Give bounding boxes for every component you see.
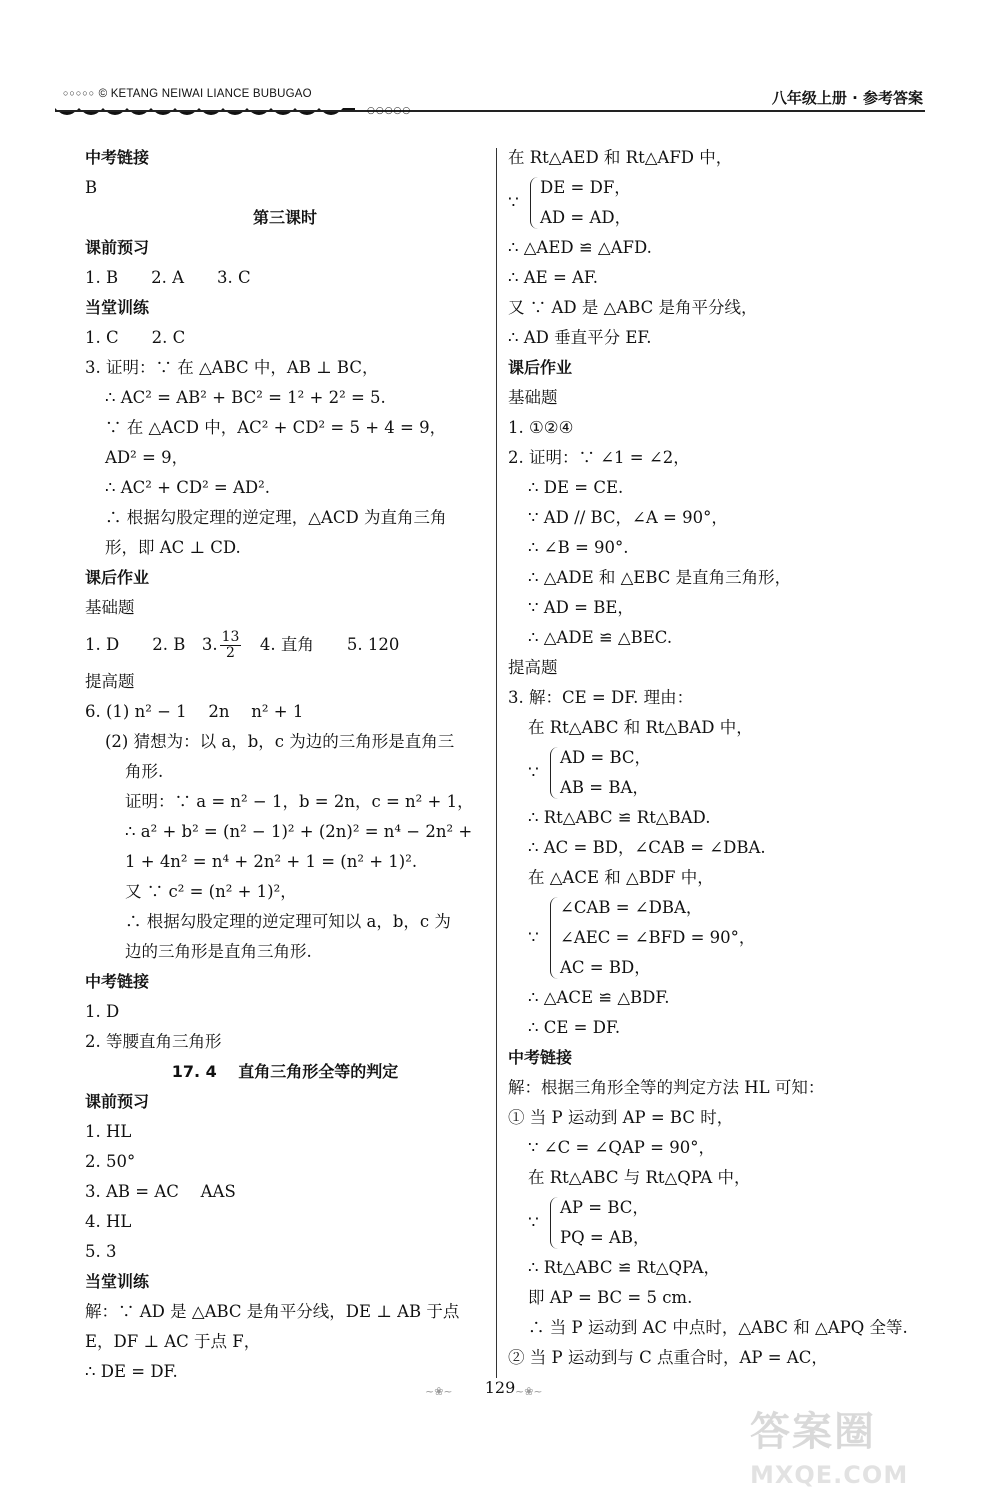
text-line: ① 当 P 运动到 AP = BC 时， — [508, 1108, 734, 1127]
text-line: B — [85, 178, 98, 197]
section-heading: 课前预习 — [85, 238, 150, 257]
text-line: ∵ 在 △ACD 中，AC² + CD² = 5 + 4 = 9， — [105, 418, 447, 437]
text-line: ∴ 根据勾股定理的逆定理可知以 a，b，c 为 — [125, 912, 451, 931]
section-heading: 课前预习 — [85, 1092, 150, 1111]
text-line: ∴ Rt△ABC ≌ Rt△QPA， — [528, 1258, 721, 1277]
text-line: 基础题 — [508, 388, 558, 407]
section-heading: 17. 4 直角三角形全等的判定 — [171, 1062, 399, 1081]
section-heading: 中考链接 — [85, 148, 150, 167]
text-line: ∴ 当 P 运动到 AC 中点时，△ABC 和 △APQ 全等. — [528, 1318, 908, 1337]
text-line: 6. (1) n² − 1 2n n² + 1 — [85, 702, 304, 721]
brace-system — [508, 743, 928, 803]
text-line: 提高题 — [508, 658, 558, 677]
text-line: 3. AB = AC AAS — [85, 1182, 236, 1201]
text-line: 1. D — [85, 1002, 120, 1021]
because-symbol: ∵ — [508, 193, 519, 213]
header-series-title — [63, 88, 312, 100]
brace-line: AB = BA， — [560, 778, 649, 797]
because-symbol: ∵ — [528, 763, 539, 783]
text-line: 2. 证明：∵ ∠1 = ∠2， — [508, 448, 690, 467]
text-line: ∴ △ADE 和 △EBC 是直角三角形， — [528, 568, 792, 587]
brace-system — [508, 173, 928, 233]
text-line: 形，即 AC ⊥ CD. — [105, 538, 241, 557]
text-line: 5. 3 — [85, 1242, 117, 1261]
text-line: 提高题 — [85, 672, 135, 691]
answer-line: 1. D 2. B 3. $\frac{13}{2}$ 4. 直角 5. 120 — [85, 629, 400, 661]
brace-line: AD = AD， — [540, 208, 632, 227]
right-column — [508, 143, 928, 1373]
text-line: ∴ CE = DF. — [528, 1018, 621, 1037]
text-line: ∵ ∠C = ∠QAP = 90°， — [528, 1138, 715, 1157]
section-heading: 课后作业 — [85, 568, 150, 587]
text-line: ∴ △ADE ≌ △BEC. — [528, 628, 673, 647]
brace-line: ∠CAB = ∠DBA， — [560, 898, 703, 917]
brace-line: AD = BC， — [560, 748, 652, 767]
text-line: (2) 猜想为：以 a，b，c 为边的三角形是直角三 — [105, 732, 455, 751]
section-heading: 课后作业 — [508, 358, 573, 377]
section-heading: 中考链接 — [508, 1048, 573, 1067]
text-line: ∵ AD // BC，∠A = 90°， — [528, 508, 728, 527]
page-number-ornament-left: ~❀~ — [425, 1385, 453, 1398]
brace-line: AC = BD， — [560, 958, 651, 977]
text-line: ∴ Rt△ABC ≌ Rt△BAD. — [528, 808, 711, 827]
brace-line: ∠AEC = ∠BFD = 90°， — [560, 928, 756, 947]
text-line: ∴ AC = BD，∠CAB = ∠DBA. — [528, 838, 766, 857]
text-line: 3. 证明：∵ 在 △ABC 中，AB ⊥ BC， — [85, 358, 379, 377]
text-line: 3. 解：CE = DF. 理由： — [508, 688, 694, 707]
section-heading: 中考链接 — [85, 972, 150, 991]
text-line: 1. B 2. A 3. C — [85, 268, 251, 287]
text-line: 1 + 4n² = n⁴ + 2n² + 1 = (n² + 1)². — [125, 852, 418, 871]
text-line: 在 Rt△AED 和 Rt△AFD 中， — [508, 148, 733, 167]
text-line: 又 ∵ c² = (n² + 1)²， — [125, 882, 297, 901]
brace-line: DE = DF， — [540, 178, 631, 197]
text-line: 在 Rt△ABC 和 Rt△BAD 中， — [528, 718, 753, 737]
header-book-title: 八年级上册 · 参考答案 — [771, 89, 923, 107]
column-divider — [496, 148, 497, 1378]
page-header — [55, 88, 925, 134]
text-line: ∴ AD 垂直平分 EF. — [508, 328, 652, 347]
text-line: ∵ AD = BE， — [528, 598, 634, 617]
text-line: 角形. — [125, 762, 164, 781]
text-line: 1. ①②④ — [508, 418, 574, 437]
brace-system — [508, 1193, 928, 1253]
brace-icon — [530, 177, 540, 229]
text-line: 1. C 2. C — [85, 328, 186, 347]
text-line: 又 ∵ AD 是 △ABC 是角平分线， — [508, 298, 758, 317]
brace-icon — [550, 897, 560, 979]
text-line: ∴ a² + b² = (n² − 1)² + (2n)² = n⁴ − 2n² + — [125, 822, 473, 841]
text-line: ∴ AC² = AB² + BC² = 1² + 2² = 5. — [105, 388, 386, 407]
because-symbol: ∵ — [528, 1213, 539, 1233]
fraction: $\frac{13}{2}$ — [221, 629, 240, 661]
text-line: 1. HL — [85, 1122, 132, 1141]
left-column — [85, 143, 485, 1387]
header-wave-ornament — [55, 104, 355, 122]
text-line: ∴ △ACE ≌ △BDF. — [528, 988, 670, 1007]
text-line: 边的三角形是直角三角形. — [125, 942, 312, 961]
text-line: ∴ AC² + CD² = AD². — [105, 478, 270, 497]
text-line: 解：根据三角形全等的判定方法 HL 可知： — [508, 1078, 825, 1097]
text-line: ∴ 根据勾股定理的逆定理，△ACD 为直角三角 — [105, 508, 447, 527]
brace-line: PQ = AB， — [560, 1228, 650, 1247]
text-line: 解：∵ AD 是 △ABC 是角平分线，DE ⊥ AB 于点 — [85, 1302, 460, 1321]
text-line: ∴ AE = AF. — [508, 268, 599, 287]
text-line: ② 当 P 运动到与 C 点重合时，AP = AC， — [508, 1348, 828, 1367]
text-line: 基础题 — [85, 598, 135, 617]
header-rule — [55, 110, 925, 112]
text-line: 证明：∵ a = n² − 1，b = 2n，c = n² + 1， — [125, 792, 474, 811]
text-line: AD² = 9， — [105, 448, 189, 467]
text-line: 在 △ACE 和 △BDF 中， — [528, 868, 714, 887]
text-line: 2. 50° — [85, 1152, 136, 1171]
page-number-ornament-right: ~❀~ — [515, 1385, 543, 1398]
header-dots-mid: ○○○○○ — [367, 106, 412, 116]
text-line: 2. 等腰直角三角形 — [85, 1032, 222, 1051]
section-heading: 第三课时 — [252, 208, 317, 227]
text-line: ∴ DE = CE. — [528, 478, 624, 497]
header-dots-left: ○○○○○ — [63, 88, 96, 98]
brace-system — [508, 893, 928, 983]
text-line: ∴ △AED ≌ △AFD. — [508, 238, 652, 257]
brace-line: AP = BC， — [560, 1198, 649, 1217]
watermark-logo: 答案圈 MXQE.COM — [750, 1409, 909, 1489]
brace-icon — [550, 747, 560, 799]
header-logo-icon: © — [98, 88, 108, 100]
text-line: E，DF ⊥ AC 于点 F， — [85, 1332, 261, 1351]
text-line: 在 Rt△ABC 与 Rt△QPA 中， — [528, 1168, 751, 1187]
section-heading: 当堂训练 — [85, 1272, 150, 1291]
text-line: ∴ DE = DF. — [85, 1362, 178, 1381]
text-line: 4. HL — [85, 1212, 132, 1231]
text-line: 即 AP = BC = 5 cm. — [528, 1288, 693, 1307]
header-series-text: KETANG NEIWAI LIANCE BUBUGAO — [110, 88, 312, 100]
text-line: ∴ ∠B = 90°. — [528, 538, 629, 557]
brace-icon — [550, 1197, 560, 1249]
page-number: 129 — [484, 1378, 516, 1397]
because-symbol: ∵ — [528, 928, 539, 948]
section-heading: 当堂训练 — [85, 298, 150, 317]
